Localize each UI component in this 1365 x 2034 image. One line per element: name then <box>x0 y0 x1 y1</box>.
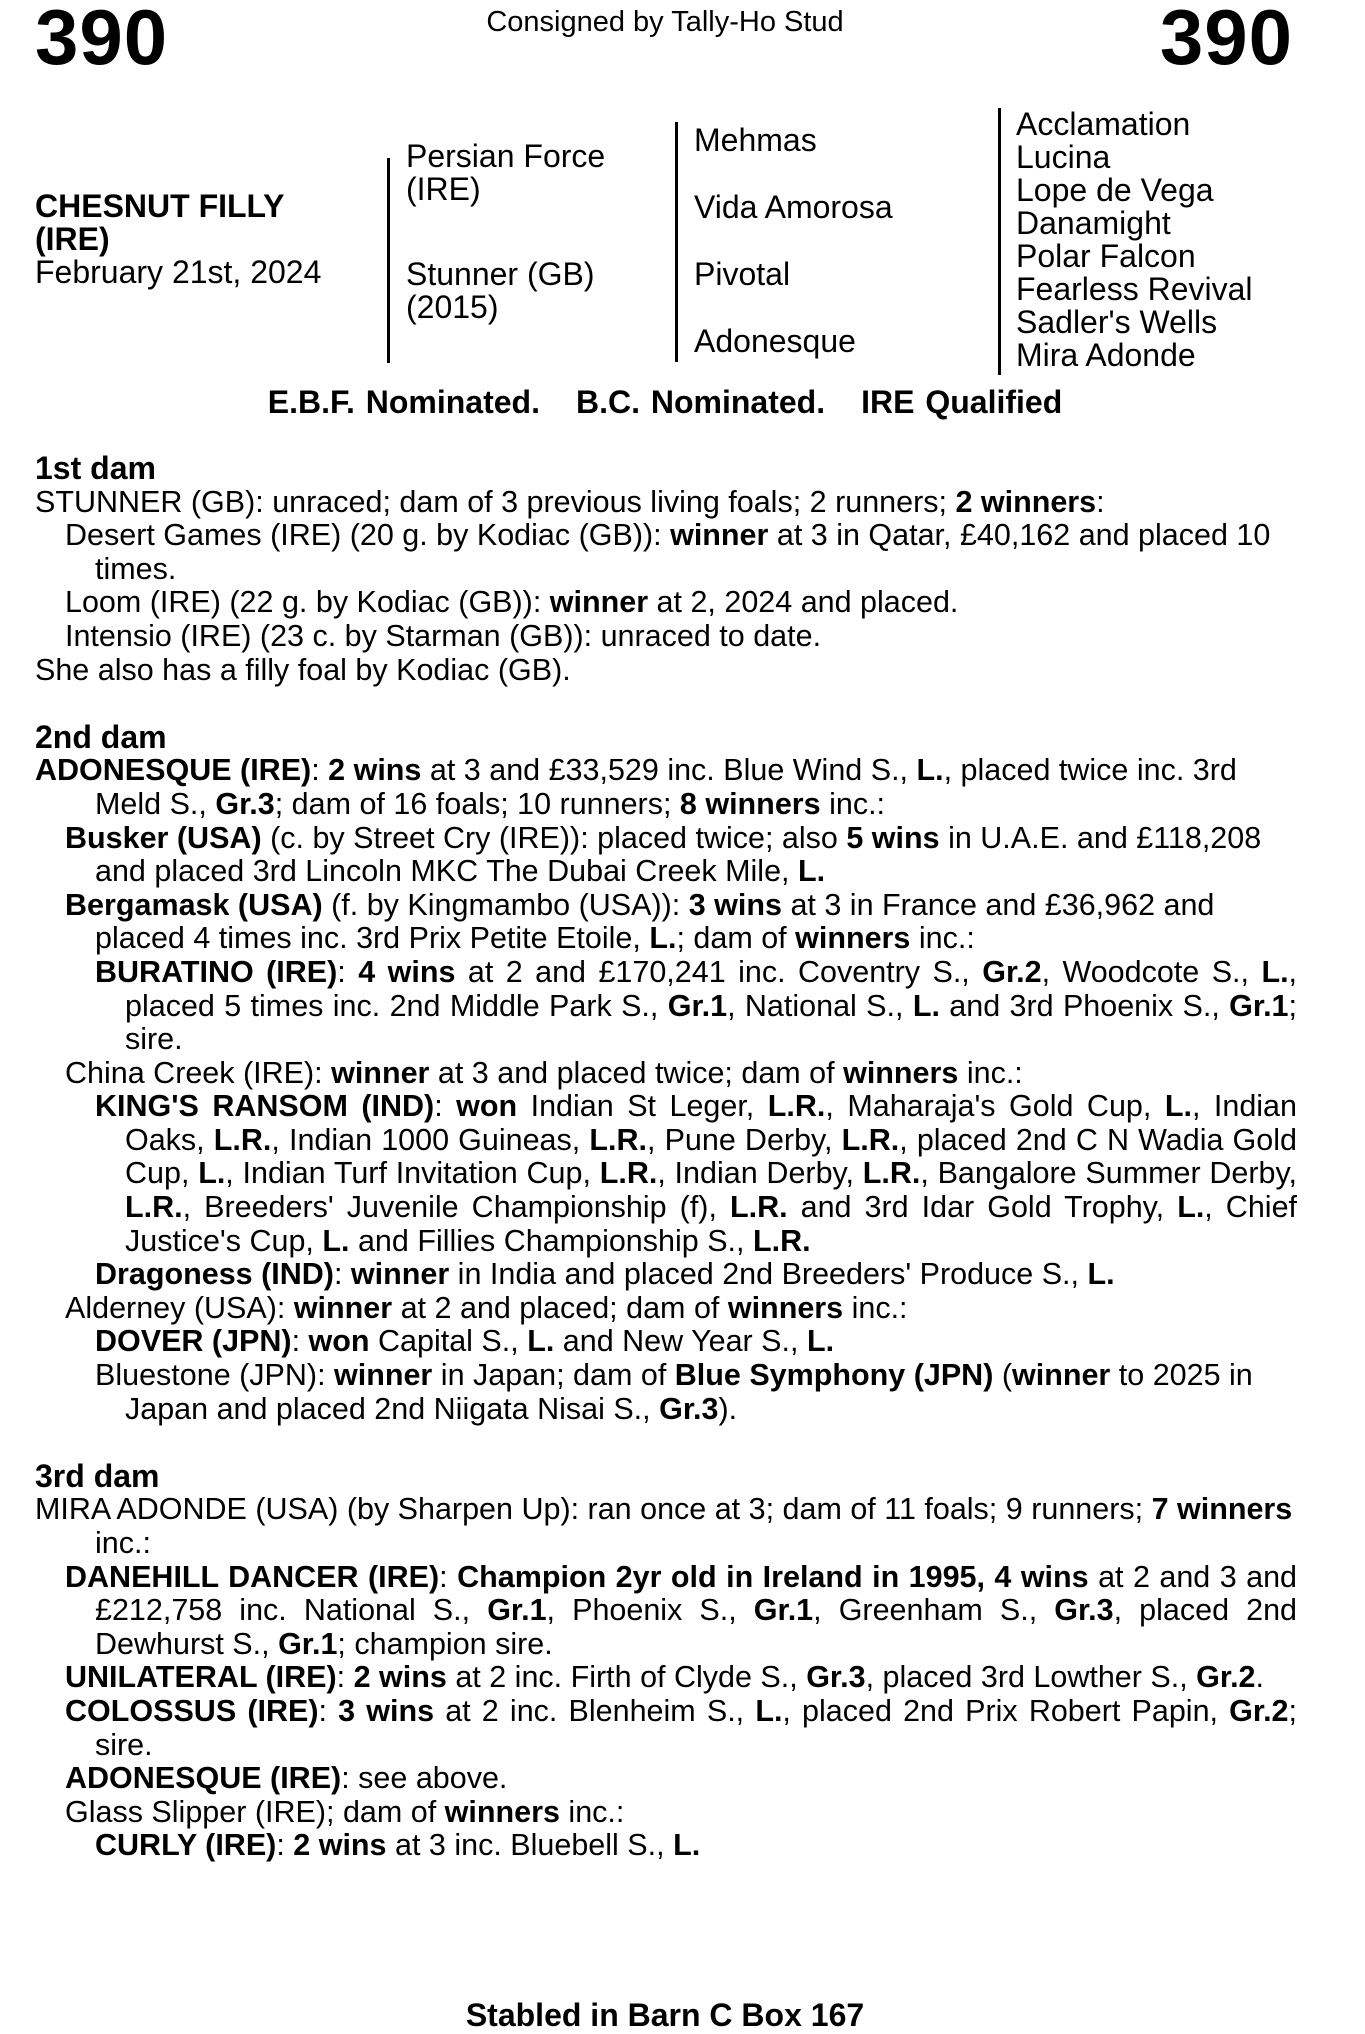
grandsire-1: Mehmas <box>694 122 817 158</box>
produce-record: Alderney (USA): winner at 2 and placed; dam of winners inc.: <box>65 1290 908 1325</box>
horse-info <box>35 190 321 289</box>
produce-record: KING'S RANSOM (IND): won Indian St Leger, L.R., Maharaja's Gold Cup, L., Indian Oaks, L.R., Indian 1000 Guineas, L.R., Pune Derby, L.R., placed 2nd C N Wadia Gold Cup, L., Indian Turf Invitation Cup, L.R., Indian Derby, L.R., Bangalore Summer Derby, L.R., Breeders' Juvenile Championship (f), L.R. and 3rd Idar Gold Trophy, L., Chief Justice's Cup, L. and Fillies Championship S., L.R. <box>95 1089 1298 1258</box>
sire-name: Persian Force <box>406 138 606 174</box>
great-grandsire-5: Polar Falcon <box>1016 238 1196 274</box>
great-grandsire-3: Lope de Vega <box>1016 172 1214 208</box>
great-grandsire-7: Sadler's Wells <box>1016 304 1218 340</box>
great-grandsire-2: Lucina <box>1016 139 1111 175</box>
produce-record: COLOSSUS (IRE): 3 wins at 2 inc. Blenheim S., L., placed 2nd Prix Robert Papin, Gr.2; sire. <box>65 1693 1298 1762</box>
lot-number-left: 390 <box>35 0 169 81</box>
dam-name: Stunner (GB) <box>406 256 595 292</box>
produce-record: Glass Slipper (IRE); dam of winners inc.: <box>65 1794 625 1829</box>
horse-name-line2: (IRE) <box>35 221 110 257</box>
produce-record: Busker (USA) (c. by Street Cry (IRE)): placed twice; also 5 wins in U.A.E. and £118,208 and placed 3rd Lincoln MKC The Dubai Creek Mile, L. <box>65 820 1262 889</box>
grandsire-4: Adonesque <box>694 323 856 359</box>
lot-number-right: 390 <box>1159 0 1293 81</box>
great-grandsire-6: Fearless Revival <box>1016 271 1253 307</box>
dam-record: STUNNER (GB): unraced; dam of 3 previous living foals; 2 runners; 2 winners: <box>35 484 1105 519</box>
nomination-status <box>0 384 1330 421</box>
produce-record: China Creek (IRE): winner at 3 and placed twice; dam of winners inc.: <box>65 1055 1023 1090</box>
consignor: Consigned by Tally-Ho Stud <box>486 6 844 38</box>
produce-note: She also has a filly foal by Kodiac (GB). <box>35 652 571 687</box>
foaling-date: February 21st, 2024 <box>35 254 322 290</box>
pedigree-divider-2 <box>675 122 678 362</box>
grandsire-2: Vida Amorosa <box>694 189 893 225</box>
produce-record: Desert Games (IRE) (20 g. by Kodiac (GB)): winner at 3 in Qatar, £40,162 and placed 10 times. <box>65 518 1271 586</box>
dam-year: (2015) <box>406 289 499 325</box>
sire-origin: (IRE) <box>406 171 481 207</box>
dam <box>406 258 595 324</box>
third-dam-record: MIRA ADONDE (USA) (by Sharpen Up): ran once at 3; dam of 11 foals; 9 runners; 7 winners inc.: <box>35 1492 1293 1560</box>
produce-record: Dragoness (IND): winner in India and placed 2nd Breeders' Produce S., L. <box>95 1257 1115 1292</box>
second-dam-heading: 2nd dam <box>35 718 167 755</box>
sire <box>406 140 605 206</box>
first-dam-heading: 1st dam <box>35 450 156 486</box>
horse-name-line1: CHESNUT FILLY <box>35 188 285 224</box>
great-grandsire-8: Mira Adonde <box>1016 337 1196 373</box>
ire-status: IRE Qualified <box>861 384 1063 420</box>
produce-record: ADONESQUE (IRE): see above. <box>65 1761 508 1796</box>
produce-record: BURATINO (IRE): 4 wins at 2 and £170,241 inc. Coventry S., Gr.2, Woodcote S., L., placed 5 times inc. 2nd Middle Park S., Gr.1, National S., L. and 3rd Phoenix S., Gr.1; sire. <box>95 954 1298 1057</box>
bc-status: B.C. Nominated. <box>575 384 826 420</box>
ebf-status: E.B.F. Nominated. <box>267 384 540 420</box>
pedigree-divider-1 <box>387 158 390 363</box>
stabling-info: Stabled in Barn C Box 167 <box>465 1997 865 2033</box>
produce-record: Bergamask (USA) (f. by Kingmambo (USA)): 3 wins at 3 in France and £36,962 and placed 4 times inc. 3rd Prix Petite Etoile, L.; dam of winners inc.: <box>65 887 1215 956</box>
third-dam-heading: 3rd dam <box>35 1457 160 1494</box>
great-grandsires <box>1016 108 1253 372</box>
produce-record: CURLY (IRE): 2 wins at 3 inc. Bluebell S., L. <box>95 1828 701 1863</box>
produce-record: DOVER (JPN): won Capital S., L. and New Year S., L. <box>95 1324 835 1359</box>
produce-record: Bluestone (JPN): winner in Japan; dam of Blue Symphony (JPN) (winner to 2025 in Japan and placed 2nd Niigata Nisai S., Gr.3). <box>95 1358 1253 1426</box>
produce-record: UNILATERAL (IRE): 2 wins at 2 inc. Firth of Clyde S., Gr.3, placed 3rd Lowther S., Gr.2. <box>65 1660 1265 1695</box>
great-grandsire-4: Danamight <box>1016 205 1171 241</box>
catalogue-body <box>35 452 1297 1863</box>
produce-record: Loom (IRE) (22 g. by Kodiac (GB)): winner at 2, 2024 and placed. <box>65 585 959 620</box>
grandsire-3: Pivotal <box>694 256 791 292</box>
produce-record: DANEHILL DANCER (IRE): Champion 2yr old in Ireland in 1995, 4 wins at 2 and 3 and £212,758 inc. National S., Gr.1, Phoenix S., Gr.1, Greenham S., Gr.3, placed 2nd Dewhurst S., Gr.1; champion sire. <box>65 1559 1298 1661</box>
pedigree-divider-3 <box>998 108 1001 375</box>
produce-record: Intensio (IRE) (23 c. by Starman (GB)): unraced to date. <box>65 618 822 653</box>
second-dam-record: ADONESQUE (IRE): 2 wins at 3 and £33,529 inc. Blue Wind S., L., placed twice inc. 3rd Meld S., Gr.3; dam of 16 foals; 10 runners; 8 winners inc.: <box>35 753 1237 821</box>
great-grandsire-1: Acclamation <box>1016 106 1191 142</box>
